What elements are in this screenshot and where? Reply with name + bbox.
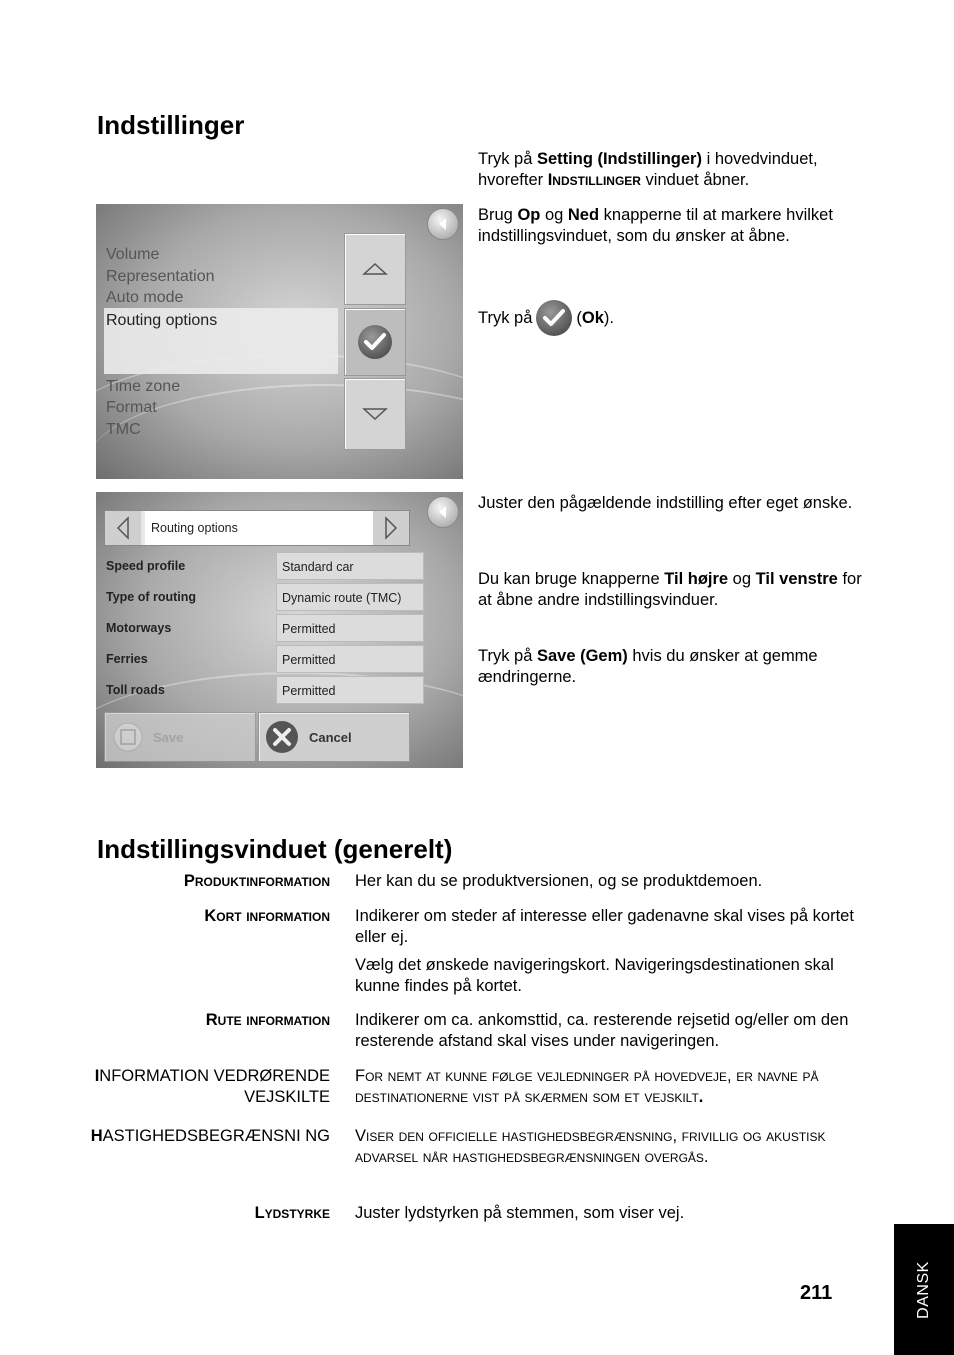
selector-label: Routing options (145, 511, 373, 545)
check-icon (358, 325, 392, 359)
paragraph-ok: Tryk på ( Ok ). (478, 300, 858, 336)
def-vejskilte: For nemt at kunne følge vejledninger på hovedveje, er navne på destinationerne vist på skærmen som et vejskilt. (355, 1067, 819, 1106)
menu-item-volume[interactable]: Volume (106, 246, 160, 263)
paragraph-up-down: Brug Op og Ned knapperne til at markere hvilket indstillingsvinduet, som du ønsker at åbne. (478, 206, 833, 245)
def-produktinformation: Her kan du se produktversionen, og se produktdemoen. (355, 872, 763, 890)
arrow-down-icon (362, 407, 388, 421)
cancel-x-icon (265, 720, 299, 754)
term-produktinformation: Produktinformation (183, 872, 330, 890)
def-hastighed: Viser den officielle hastighedsbegrænsning, frivillig og akustisk advarsel når hastighedsbegrænsningen overgås. (355, 1127, 826, 1166)
menu-item-format[interactable]: Format (106, 399, 157, 416)
row-label-motorways: Motorways (106, 621, 172, 635)
next-window-button[interactable] (373, 511, 409, 545)
back-arrow-icon (436, 217, 450, 231)
term-kort-information: Kort information (204, 907, 330, 925)
term-vejskilte: INFORMATION VEDRØRENDE VEJSKILTE (94, 1067, 330, 1106)
row-label-type-of-routing: Type of routing (106, 590, 197, 604)
arrow-up-icon (362, 262, 388, 276)
row-value-type-of-routing[interactable]: Dynamic route (TMC) (276, 583, 424, 611)
chevron-left-icon (116, 516, 130, 540)
down-button[interactable] (344, 378, 406, 450)
row-value-motorways[interactable]: Permitted (276, 614, 424, 642)
def-kort-information-2: Vælg det ønskede navigeringskort. Navigeringsdestinationen skal kunne findes på kortet. (355, 956, 834, 995)
routing-options-screenshot (96, 492, 463, 768)
ok-check-icon (536, 300, 572, 336)
floppy-disk-icon (113, 722, 143, 752)
previous-window-button[interactable] (105, 511, 141, 545)
routing-options-selector (104, 510, 410, 546)
menu-item-routing-options-selected[interactable]: Routing options (104, 308, 338, 374)
paragraph-adjust: Juster den pågældende indstilling efter eget ønske. (478, 494, 853, 512)
save-label: Save (153, 729, 184, 745)
back-arrow-icon (436, 505, 450, 519)
menu-item-time-zone[interactable]: Time zone (106, 378, 181, 395)
row-label-ferries: Ferries (106, 652, 148, 666)
def-lydstyrke: Juster lydstyrken på stemmen, som viser vej. (355, 1204, 685, 1222)
menu-item-representation[interactable]: Representation (106, 268, 215, 285)
back-button[interactable] (427, 208, 459, 240)
paragraph-save: Tryk på Save (Gem) hvis du ønsker at gemme ændringerne. (478, 647, 818, 686)
paragraph-left-right: Du kan bruge knapperne Til højre og Til venstre for at åbne andre indstillingsvinduer. (478, 570, 862, 609)
settings-menu-screenshot (96, 204, 463, 479)
page-number: 211 (800, 1282, 833, 1304)
section-title-general: Indstillingsvinduet (generelt) (97, 834, 453, 864)
term-hastighed: HASTIGHEDSBEGRÆNSNI NG (90, 1127, 330, 1145)
row-label-toll-roads: Toll roads (106, 683, 165, 697)
def-rute-information: Indikerer om ca. ankomsttid, ca. resterende rejsetid og/eller om den resterende afstand skal vises under navigeringen. (355, 1011, 849, 1050)
language-tab: DANSK (894, 1224, 954, 1355)
up-button[interactable] (344, 233, 406, 305)
row-value-speed-profile[interactable]: Standard car (276, 552, 424, 580)
cancel-button[interactable] (258, 712, 410, 762)
menu-item-auto-mode[interactable]: Auto mode (106, 289, 184, 306)
cancel-label: Cancel (309, 729, 352, 745)
row-value-toll-roads[interactable]: Permitted (276, 676, 424, 704)
ok-button[interactable] (344, 308, 406, 376)
term-rute-information: Rute information (205, 1011, 330, 1029)
paragraph-open-settings: Tryk på Setting (Indstillinger) i hovedvinduet, hvorefter Indstillinger vinduet åbner. (478, 150, 818, 189)
section-title-indstillinger: Indstillinger (97, 110, 245, 140)
row-label-speed-profile: Speed profile (106, 559, 186, 573)
def-kort-information: Indikerer om steder af interesse eller gadenavne skal vises på kortet eller ej. (355, 907, 854, 946)
back-button[interactable] (427, 496, 459, 528)
save-button[interactable] (104, 712, 256, 762)
row-value-ferries[interactable]: Permitted (276, 645, 424, 673)
chevron-right-icon (384, 516, 398, 540)
menu-item-tmc[interactable]: TMC (106, 421, 141, 438)
term-lydstyrke: Lydstyrke (254, 1204, 330, 1222)
